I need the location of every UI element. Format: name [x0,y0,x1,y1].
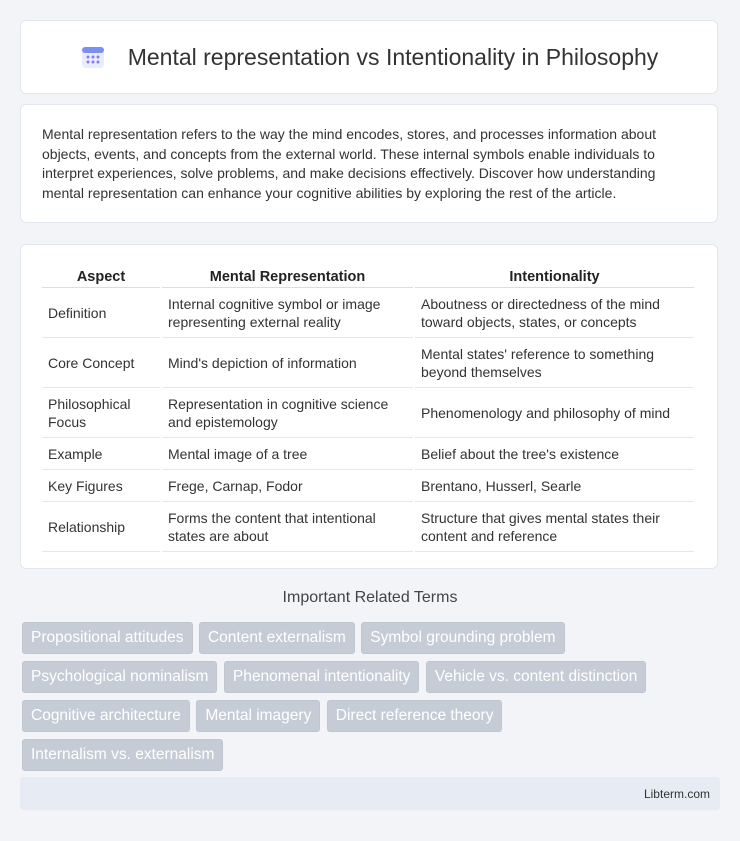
related-term-tag[interactable]: Internalism vs. externalism [22,739,223,771]
table-row [42,438,694,470]
table-row [42,502,694,552]
table-cell: Forms the content that intentional states are about [162,502,413,552]
table-header-row [42,265,694,288]
related-term-tag[interactable]: Vehicle vs. content distinction [426,661,646,693]
table-row [42,338,694,388]
page-title: Mental representation vs Intentionality in Philosophy [127,43,659,70]
title-card [20,20,718,94]
intro-card [20,104,718,223]
table-row [42,470,694,502]
table-cell: Mental image of a tree [162,438,413,470]
table-cell: Representation in cognitive science and epistemology [162,388,413,438]
table-cell: Definition [42,288,160,338]
table-row [42,388,694,438]
intro-text: Mental representation refers to the way the mind encodes, stores, and processes information about objects, events, and concepts from the external world. These internal symbols enable individuals to interpret experiences, solve problems, and make decisions effectively. Discover how understanding mental representation can enhance your cognitive abilities by exploring the rest of the article. [42,126,657,201]
table-cell: Phenomenology and philosophy of mind [415,388,694,438]
table-cell: Key Figures [42,470,160,502]
table-cell: Structure that gives mental states their content and reference [415,502,694,552]
table-cell: Mind's depiction of information [162,338,413,388]
column-header: Aspect [42,265,160,288]
column-header: Intentionality [415,265,694,288]
related-term-tag[interactable]: Cognitive architecture [22,700,190,732]
related-term-tag[interactable]: Psychological nominalism [22,661,217,693]
related-terms-list [22,622,722,778]
table-cell: Internal cognitive symbol or image representing external reality [162,288,413,338]
table-cell: Frege, Carnap, Fodor [162,470,413,502]
related-term-tag[interactable]: Phenomenal intentionality [224,661,420,693]
related-term-tag[interactable]: Content externalism [199,622,355,654]
table-cell: Example [42,438,160,470]
table-cell: Brentano, Husserl, Searle [415,470,694,502]
table-cell: Mental states' reference to something beyond themselves [415,338,694,388]
table-cell: Philosophical Focus [42,388,160,438]
related-terms-heading: Important Related Terms [282,589,458,606]
table-cell: Aboutness or directedness of the mind toward objects, states, or concepts [415,288,694,338]
comparison-table [40,265,696,552]
related-term-tag[interactable]: Direct reference theory [327,700,503,732]
footer-site-link[interactable]: Libterm.com [643,787,710,801]
column-header: Mental Representation [162,265,413,288]
table-cell: Belief about the tree's existence [415,438,694,470]
table-row [42,288,694,338]
related-term-tag[interactable]: Symbol grounding problem [361,622,564,654]
table-cell: Core Concept [42,338,160,388]
calendar-grid-icon [80,44,106,70]
comparison-table-card [20,244,718,569]
table-cell: Relationship [42,502,160,552]
footer [20,777,720,810]
related-term-tag[interactable]: Mental imagery [196,700,320,732]
related-term-tag[interactable]: Propositional attitudes [22,622,193,654]
